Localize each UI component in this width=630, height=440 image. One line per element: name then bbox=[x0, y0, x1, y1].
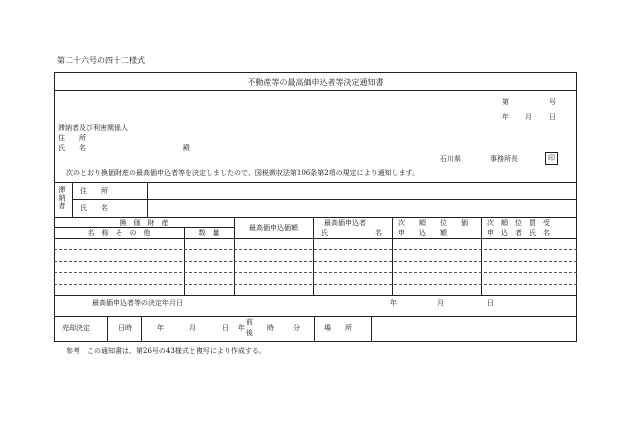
sale-hour: 時 bbox=[267, 324, 274, 332]
qty-col-header: 数 量 bbox=[198, 229, 220, 237]
table-row-line bbox=[54, 261, 577, 262]
sale-divider-4 bbox=[371, 316, 372, 342]
sale-pm: 後 bbox=[246, 329, 253, 337]
taxpayer-mid-line bbox=[72, 199, 577, 200]
sale-top-line bbox=[54, 316, 577, 317]
table-top-line bbox=[54, 217, 577, 218]
table-header-bottom bbox=[54, 238, 577, 239]
number-dai: 第 bbox=[502, 98, 509, 106]
decision-date-label: 最高価申込者等の決定年月日 bbox=[92, 299, 183, 307]
form-title: 不動産等の最高価申込者等決定通知書 bbox=[247, 78, 384, 87]
second-bidder-col-header-bottom: 申 込 者 氏 名 bbox=[487, 229, 550, 237]
date-day: 日 bbox=[549, 113, 556, 121]
bidder-col-header-top: 最高価申込者 bbox=[324, 219, 366, 227]
sale-divider-2 bbox=[141, 316, 142, 342]
form-number: 第二十六号の四十二様式 bbox=[57, 56, 145, 65]
date-month: 月 bbox=[525, 113, 532, 121]
second-price-col-header-bottom: 申 込 額 bbox=[398, 229, 447, 237]
seal-box: 印 bbox=[545, 152, 558, 165]
recipient-heading: 滞納者及び利害関係人 bbox=[58, 124, 128, 132]
table-row-line bbox=[54, 272, 577, 273]
property-header-line bbox=[54, 227, 234, 228]
sale-month: 月 bbox=[189, 324, 196, 332]
second-bidder-col-header-top: 次 順 位 買 受 bbox=[487, 219, 550, 227]
bidder-col-header-left: 氏 bbox=[321, 229, 328, 237]
highest-bid-col-header: 最高価申込価額 bbox=[249, 224, 298, 232]
sale-decision-label: 売却決定 bbox=[62, 324, 90, 332]
recipient-honorific: 殿 bbox=[183, 144, 190, 152]
taxpayer-side-label: 滞納者 bbox=[58, 186, 66, 210]
table-row-line bbox=[54, 249, 577, 250]
table-row-line bbox=[54, 284, 577, 285]
sale-day: 日 bbox=[222, 324, 229, 332]
bidder-col-header-right: 名 bbox=[375, 229, 382, 237]
taxpayer-top-line bbox=[54, 182, 577, 183]
issuer-prefecture: 石川県 bbox=[440, 155, 461, 163]
date-year: 年 bbox=[502, 113, 509, 121]
number-go: 号 bbox=[549, 98, 556, 106]
sale-divider-3 bbox=[314, 316, 315, 342]
decision-date-day: 日 bbox=[487, 299, 494, 307]
property-header: 換 価 財 産 bbox=[119, 219, 169, 227]
sale-minute: 分 bbox=[293, 324, 300, 332]
taxpayer-name-label: 氏 名 bbox=[80, 204, 108, 212]
issuer-office: 事務所長 bbox=[490, 155, 518, 163]
sale-year: 年 bbox=[157, 324, 164, 332]
title-divider bbox=[54, 90, 577, 91]
sale-place-label: 場 所 bbox=[324, 324, 352, 332]
sale-divider-1 bbox=[107, 316, 108, 342]
body-text: 次のとおり換価財産の最高価申込者等を決定しましたので、国税徴収法第106条第2項の規定により通知します。 bbox=[66, 169, 420, 177]
decision-date-month: 月 bbox=[437, 299, 444, 307]
recipient-address-label: 住 所 bbox=[58, 134, 86, 142]
decision-date-year: 年 bbox=[390, 299, 397, 307]
second-price-col-header-top: 次 順 位 価 bbox=[398, 219, 468, 227]
reference-note: 参考 この通知書は、第26号の43様式と複写により作成する。 bbox=[66, 347, 266, 355]
sale-year-2: 年 bbox=[238, 324, 245, 332]
taxpayer-address-label: 住 所 bbox=[80, 187, 108, 195]
decision-top-line bbox=[54, 295, 577, 296]
recipient-name-label: 氏 名 bbox=[58, 144, 86, 152]
sale-datetime-label: 日時 bbox=[118, 324, 132, 332]
name-col-header: 名 称 そ の 他 bbox=[87, 229, 151, 237]
sale-am: 前 bbox=[246, 318, 253, 326]
